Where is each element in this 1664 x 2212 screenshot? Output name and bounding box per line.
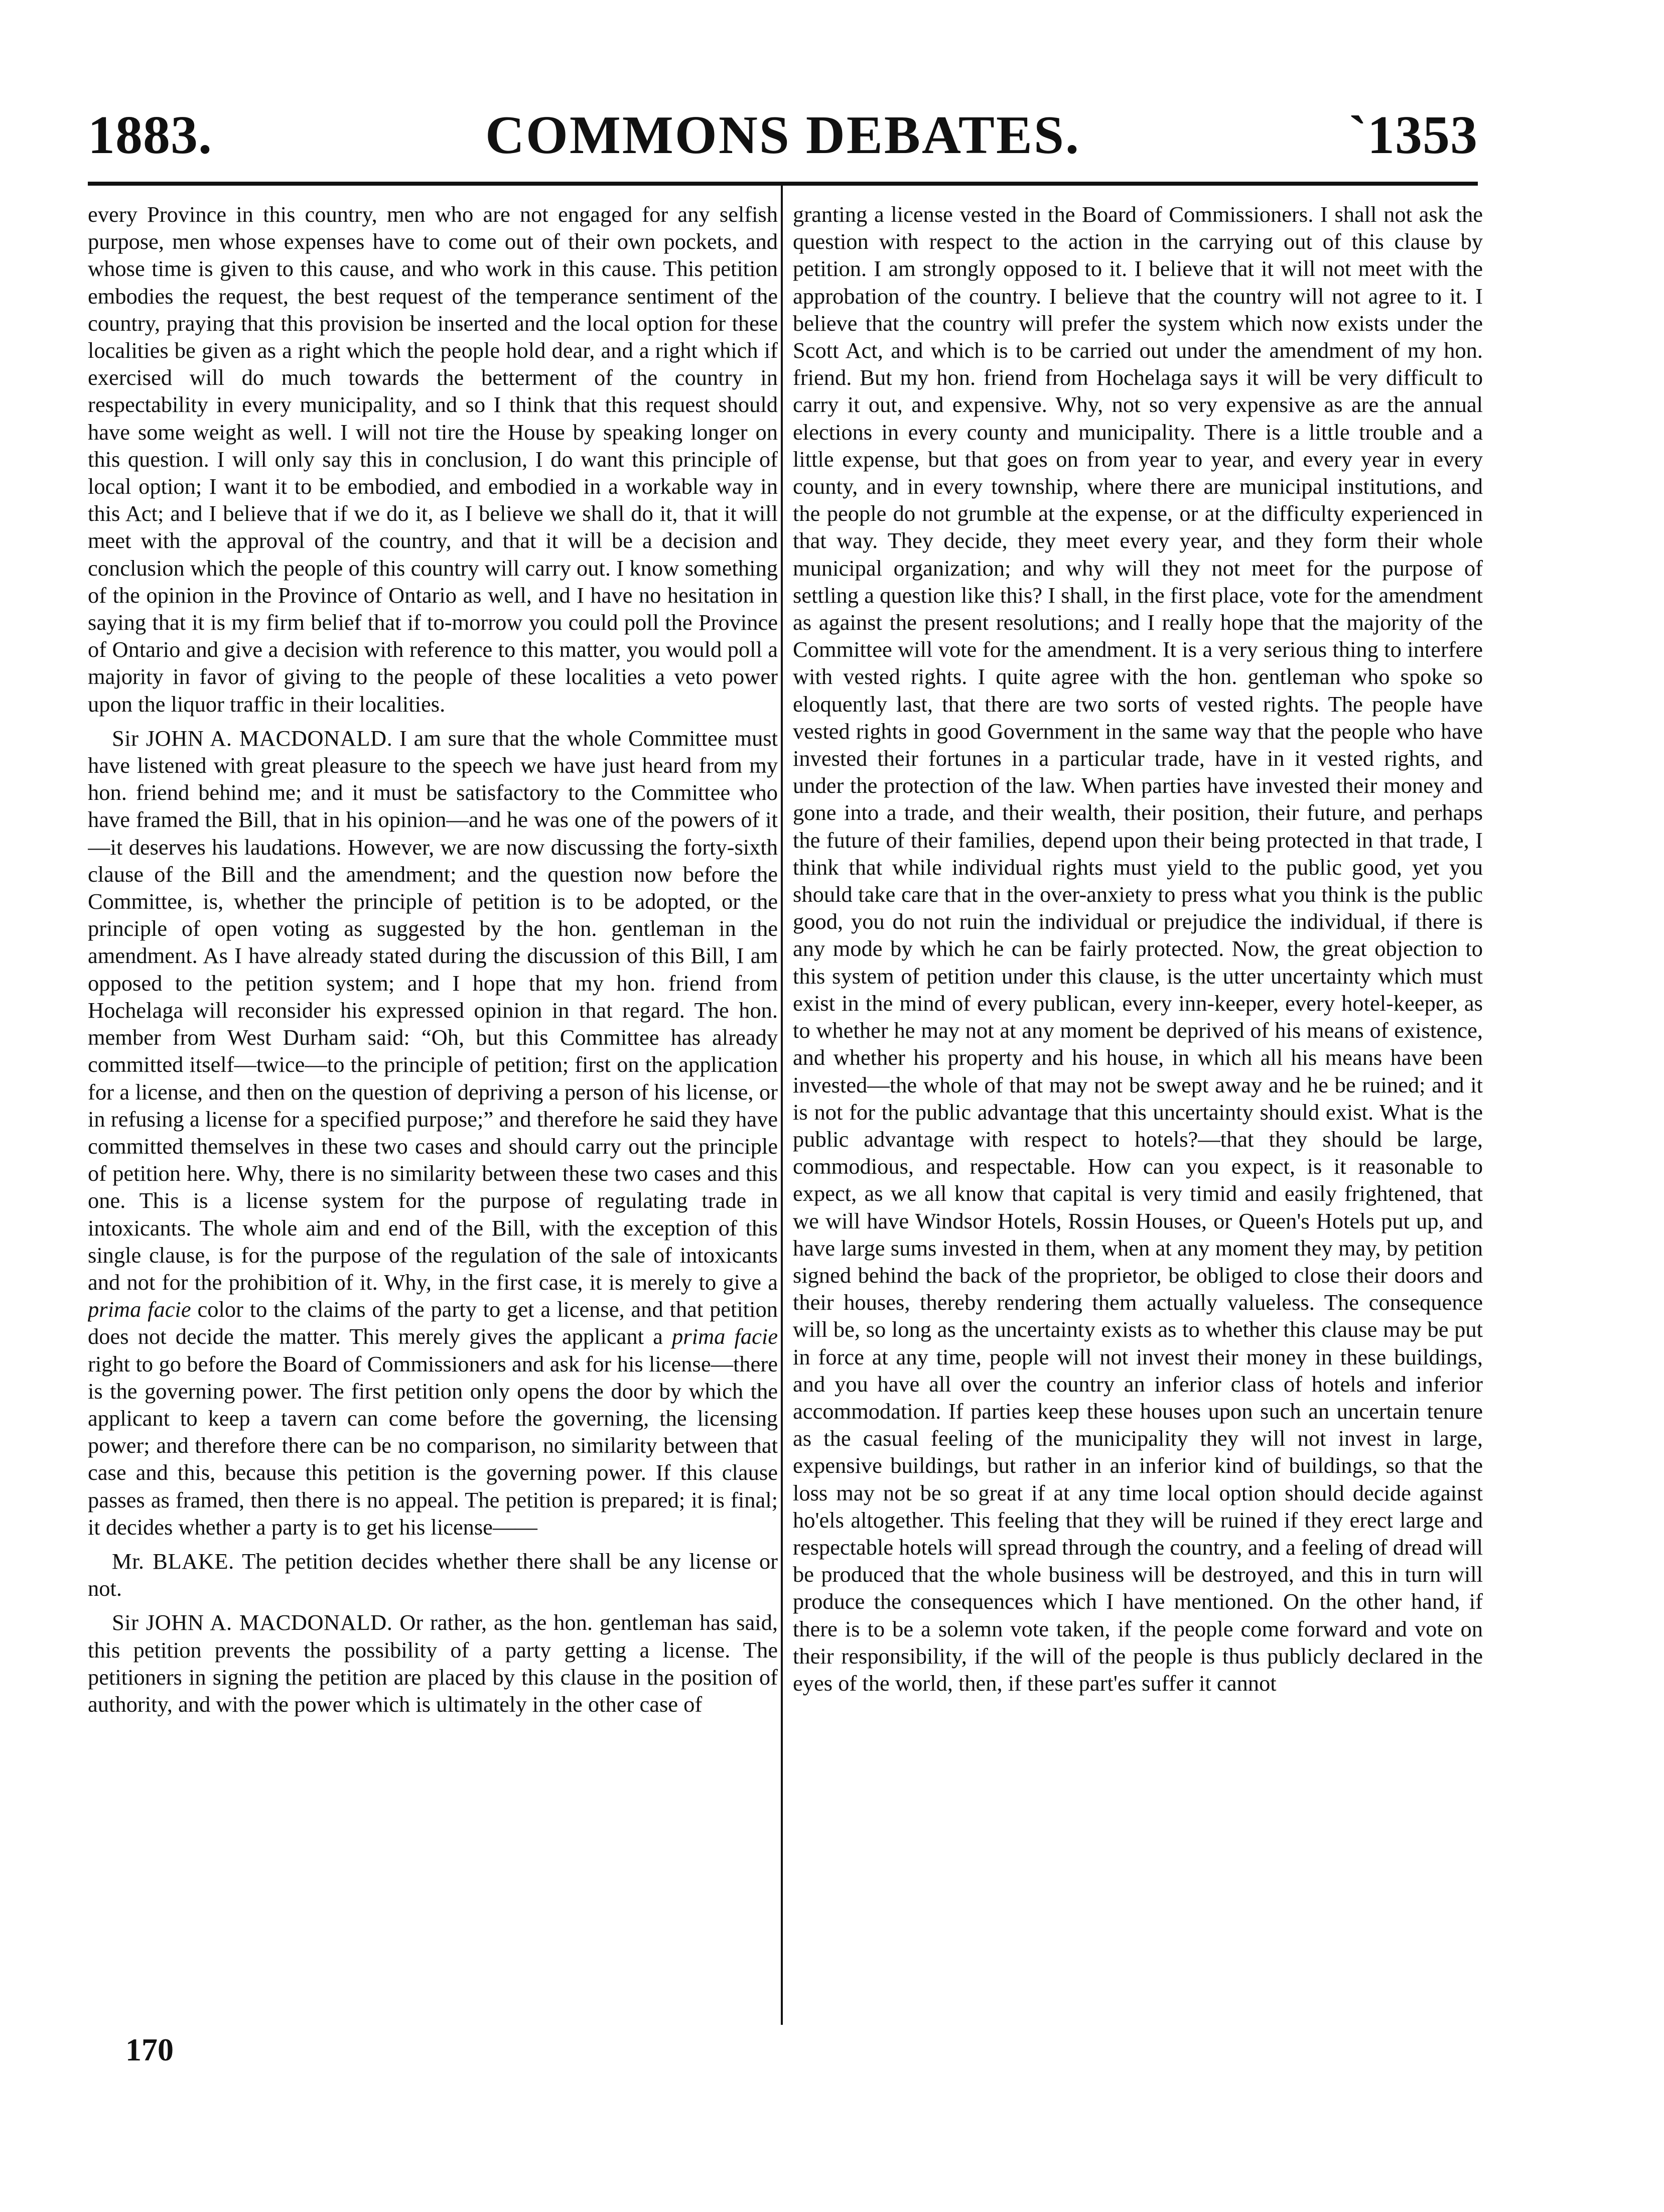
page-header <box>88 103 1478 168</box>
speech-text: The petition decides whether there shall be any license or not. <box>88 1548 778 1601</box>
speaker-name: Sir JOHN A. MACDONALD. <box>112 1610 393 1635</box>
italic-phrase: prima facie <box>88 1297 191 1322</box>
speaker-name: Mr. BLAKE. <box>112 1548 234 1574</box>
signature-mark: 170 <box>125 2032 174 2067</box>
paragraph-blake <box>88 1548 778 1602</box>
speech-text: I am sure that the whole Committee must have listened with great pleasure to the speech we have just heard from my hon. friend behind me; and it must be satisfactory to the Committee who have framed the Bill, that in his opinion—and he was one of the powers of it—it deserves his laudations. However, we are now discussing the forty-sixth clause of the Bill and the amendment; and the question now before the Committee, is, whether the principle of petition is to be adopted, or the principle of open voting as suggested by the hon. gentleman in the amendment. As I have already stated during the discussion of this Bill, I am opposed to the petition system; and I hope that my hon. friend from Hochelaga will reconsider his expressed opinion in that regard. The hon. member from West Durham said: “Oh, but this Committee has already committed itself—twice—to the principle of petition; first on the application for a license, and then on the question of depriving a person of his license, or in refusing a license for a specified purpose;” and therefore he said they have committed themselves in these two cases and should carry out the principle of petition here. Why, there is no similarity between these two cases and this one. This is a license system for the purpose of regulating trade in intoxicants. The whole aim and end of the Bill, with the exception of this single clause, is for the purpose of the regulation of the sale of intoxicants and not for the prohibition of it. Why, in the first case, it is merely to give a <box>88 725 778 1295</box>
paragraph-macdonald-2 <box>88 1609 778 1718</box>
right-column <box>793 201 1483 2032</box>
header-rule <box>88 182 1478 186</box>
header-page-number: `1353 <box>1349 105 1478 165</box>
paragraph-macdonald-1 <box>88 725 778 1541</box>
speech-text: right to go before the Board of Commissioners and ask for his license—there is the governing power. The first petition only opens the door by which the applicant to keep a tavern can come before the governing, the licensing power; and therefore there can be no comparison, no similarity between that case and this, because this petition is the governing power. If this clause passes as framed, then there is no appeal. The petition is prepared; it is final; it decides whether a party is to get his license—— <box>88 1351 778 1540</box>
speech-text: Or rather, as the hon. gentleman has said, this petition prevents the possibility of a party getting a license. The petitioners in signing the petition are placed by this clause in the position of authority, and with the power which is ultimately in the other case of <box>88 1610 778 1717</box>
italic-phrase: prima facie <box>672 1324 778 1349</box>
header-year: 1883. <box>88 105 212 165</box>
column-divider <box>781 186 783 2025</box>
speech-text: color to the claims of the party to get a license, and that petition does not decide the matter. This merely gives the applicant a <box>88 1297 778 1349</box>
left-column <box>88 201 778 2032</box>
paragraph-continuation: every Province in this country, men who are not engaged for any selfish purpose, men whose expenses have to come out of their own pockets, and whose time is given to this cause, and who work in this cause. This petition embodies the request, the best request of the temperance sentiment of the country, praying that this provision be inserted and the local option for these localities be given as a right which the people hold dear, and a right which if exercised will do much towards the betterment of the country in respectability in every municipality, and so I think that this request should have some weight as well. I will not tire the House by speaking longer on this question. I will only say this in conclusion, I do want this principle of local option; I want it to be embodied, and embodied in a workable way in this Act; and I believe that if we do it, as I believe we shall do it, that it will meet with the approval of the country, and that it will be a decision and conclusion which the people of this country will carry out. I know something of the opinion in the Province of Ontario as well, and I have no hesitation in saying that it is my firm belief that if to-morrow you could poll the Province of Ontario and give a decision with reference to this matter, you would poll a majority in favor of giving to the people of these localities a veto power upon the liquor traffic in their localities. <box>88 202 778 717</box>
header-title: COMMONS DEBATES. <box>485 105 1081 165</box>
speaker-name: Sir JOHN A. MACDONALD. <box>112 725 393 751</box>
paragraph-continued-speech: granting a license vested in the Board of Commissioners. I shall not ask the question with respect to the action in the carrying out of this clause by petition. I am strongly opposed to it. I believe that it will not meet with the approbation of the country. I believe that the country will not agree to it. I believe that the country will prefer the system which now exists under the Scott Act, and which is to be carried out under the amendment of my hon. friend. But my hon. friend from Hochelaga says it will be very difficult to carry it out, and expensive. Why, not so very expensive as are the annual elections in every county and municipality. There is a little trouble and a little expense, but that goes on from year to year, and every year in every county, and in every township, where there are municipal institutions, and the people do not grumble at the expense, or at the difficulty experienced in that way. They decide, they meet every year, and they form their whole municipal organization; and why will they not meet for the purpose of settling a question like this? I shall, in the first place, vote for the amendment as against the present resolutions; and I really hope that the majority of the Committee will vote for the amendment. It is a very serious thing to interfere with vested rights. I quite agree with the hon. gentleman who spoke so eloquently last, that there are two sorts of vested rights. The people have vested rights in good Government in the same way that the people who have invested their fortunes in a particular trade, have in it vested rights, and under the protection of the law. When parties have invested their money and gone into a trade, and their wealth, their position, their future, and perhaps the future of their families, depend upon their being protected in that trade, I think that while individual rights must yield to the public good, yet you should take care that in the over-anxiety to press what you think is the public good, you do not ruin the individual or prejudice the individual, if there is any mode by which he can be fairly protected. Now, the great objection to this system of petition under this clause, is the utter uncertainty which must exist in the mind of every publican, every inn-keeper, every hotel-keeper, as to whether he may not at any moment be deprived of his means of existence, and whether his property and his house, in which all his means have been invested—the whole of that may not be swept away and he be ruined; and it is not for the public advantage that this uncertainty should exist. What is the public advantage with respect to hotels?—that they should be large, commodious, and respectable. How can you expect, is it reasonable to expect, as we all know that capital is very timid and easily frightened, that we will have Windsor Hotels, Rossin Houses, or Queen's Hotels put up, and have large sums invested in them, when at any moment they may, by petition signed behind the back of the proprietor, be obliged to close their doors and their houses, thereby rendering them actually valueless. The consequence will be, so long as the uncertainty exists as to whether this clause may be put in force at any time, people will not invest their money in these buildings, and you have all over the country an inferior class of hotels and inferior accommodation. If parties keep these houses upon such an uncertain tenure as the casual feeling of the municipality they will not invest in large, expensive buildings, but rather in an inferior kind of buildings, so that the loss may not be so great if at any time local option should decide against ho'els altogether. This feeling that they will be ruined if they erect large and respectable hotels will spread through the country, and a feeling of dread will be produced that the whole business will be destroyed, and this in turn will produce the consequences which I have mentioned. On the other hand, if there is to be a solemn vote taken, if the people come forward and vote on their responsibility, if the will of the people is thus publicly declared in the eyes of the world, then, if these part'es suffer it cannot <box>793 202 1483 1696</box>
